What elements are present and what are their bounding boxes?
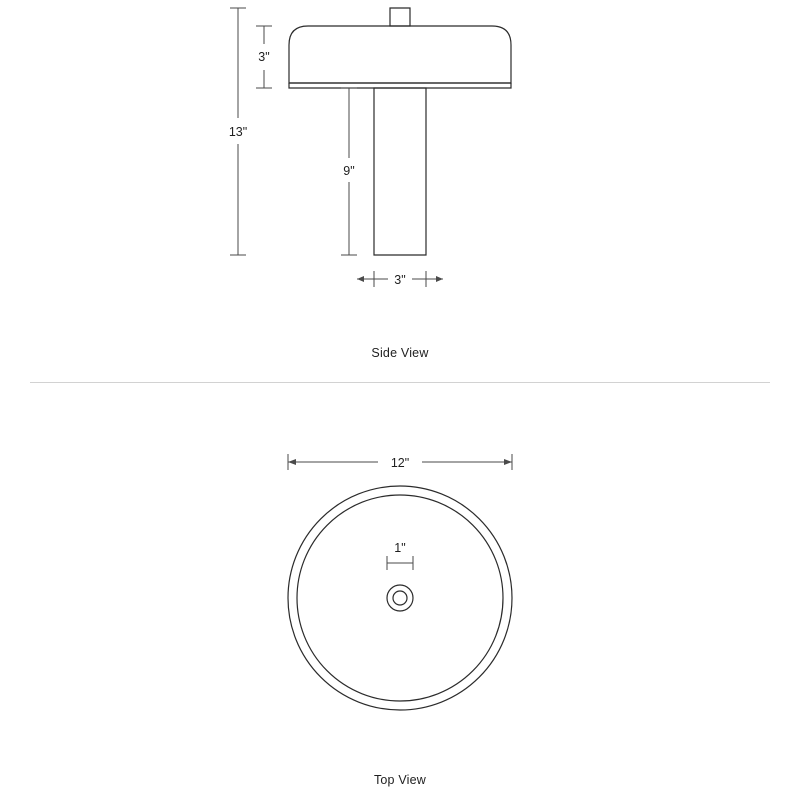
center-hole-outer-circle: [387, 585, 413, 611]
base-width-arrow-right: [436, 276, 443, 282]
finial-outline: [390, 8, 410, 26]
section-divider: [30, 382, 770, 383]
top-view-drawing: [288, 486, 512, 710]
shade-diameter-arrow-right: [504, 459, 512, 465]
dim-label-overall-height: 13": [228, 125, 248, 139]
side-view-lamp-outline: [289, 8, 511, 255]
dim-label-base-width: 3": [394, 273, 406, 287]
center-hole-inner-circle: [393, 591, 407, 605]
shade-rim: [289, 83, 511, 88]
shade-outline: [289, 26, 511, 83]
side-view-caption: Side View: [371, 346, 429, 360]
base-width-arrow-left: [357, 276, 364, 282]
shade-outer-circle: [288, 486, 512, 710]
dim-label-shade-height: 3": [258, 50, 270, 64]
shade-inner-circle: [297, 495, 503, 701]
shade-diameter-arrow-left: [288, 459, 296, 465]
stem-outline: [374, 88, 426, 255]
dim-label-center-hole: 1": [394, 541, 406, 555]
dim-label-stem-height: 9": [343, 164, 355, 178]
top-view-caption: Top View: [373, 773, 427, 787]
dim-label-shade-diameter: 12": [390, 456, 410, 470]
